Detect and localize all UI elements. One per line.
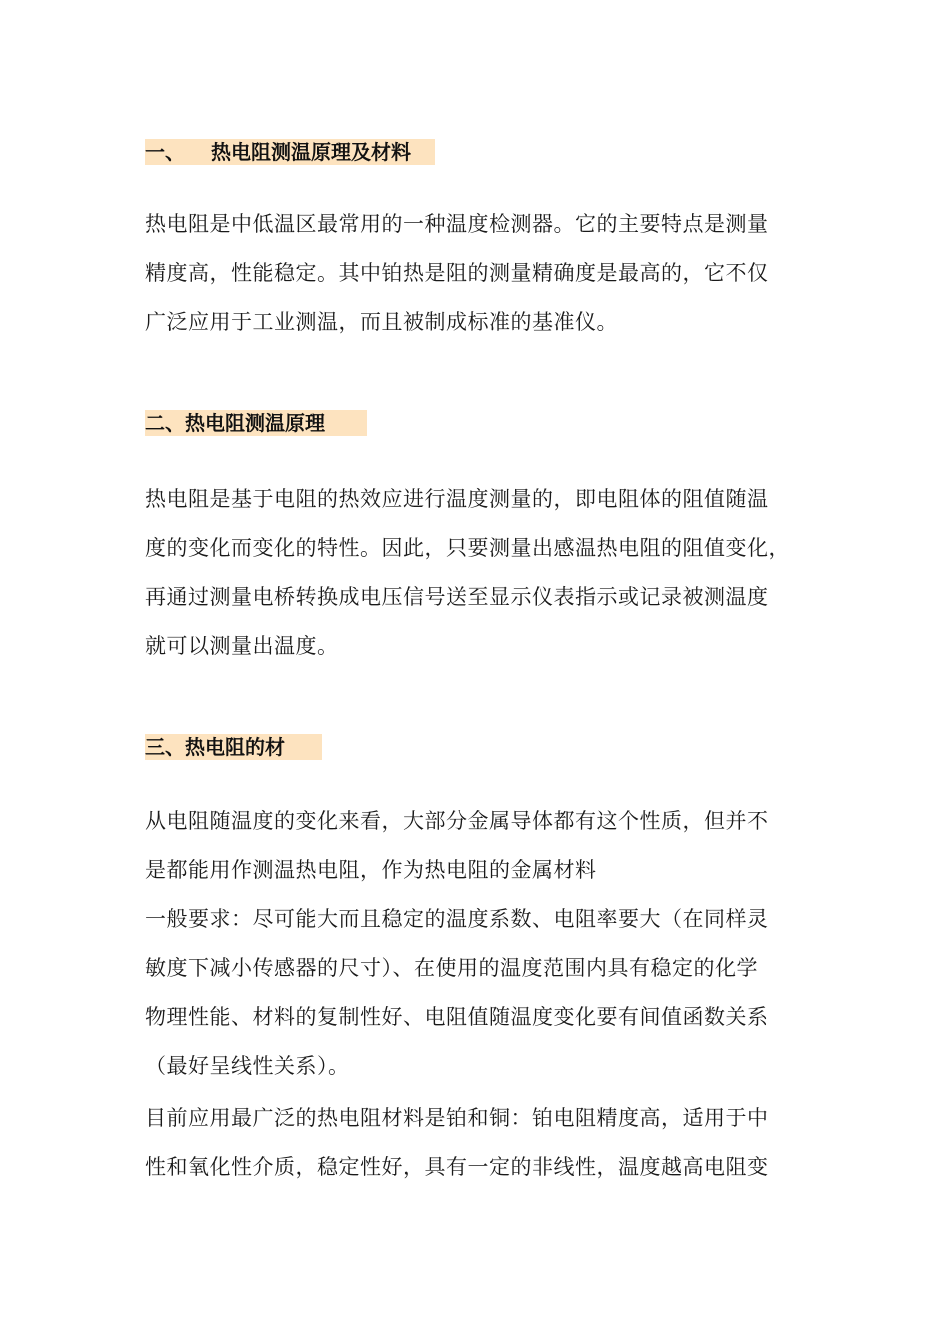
section-3-heading — [145, 734, 285, 760]
text-line: 广泛应用于工业测温，而且被制成标准的基准仪。 — [145, 310, 618, 334]
text-line: 敏度下减小传感器的尺寸）、在使用的温度范围内具有稳定的化学 — [145, 956, 758, 980]
text-line: 热电阻是中低温区最常用的一种温度检测器。它的主要特点是测量 — [145, 212, 769, 236]
section-2-title: 热电阻测温原理 — [185, 411, 325, 435]
text-line: 度的变化而变化的特性。因此，只要测量出感温热电阻的阻值变化， — [145, 536, 790, 560]
section-3-number: 三、 — [145, 735, 185, 759]
text-line: 热电阻是基于电阻的热效应进行温度测量的，即电阻体的阻值随温 — [145, 487, 769, 511]
section-1-heading — [145, 139, 411, 165]
text-line: 精度高，性能稳定。其中铂热是阻的测量精确度是最高的，它不仅 — [145, 261, 769, 285]
text-line: 再通过测量电桥转换成电压信号送至显示仪表指示或记录被测温度 — [145, 585, 769, 609]
section-1-title: 热电阻测温原理及材料 — [211, 140, 411, 164]
section-1-paragraph-1 — [145, 200, 805, 347]
section-3-paragraph-1 — [145, 797, 805, 895]
section-2-paragraph-1 — [145, 475, 805, 671]
text-line: 从电阻随温度的变化来看，大部分金属导体都有这个性质，但并不 — [145, 809, 769, 833]
text-line: 一般要求：尽可能大而且稳定的温度系数、电阻率要大（在同样灵 — [145, 907, 769, 931]
section-1-number: 一、 — [145, 140, 185, 164]
section-3-title: 热电阻的材 — [185, 735, 285, 759]
text-line: 就可以测量出温度。 — [145, 634, 339, 658]
text-line: 物理性能、材料的复制性好、电阻值随温度变化要有间值函数关系 — [145, 1005, 769, 1029]
text-line: 是都能用作测温热电阻，作为热电阻的金属材料 — [145, 858, 597, 882]
section-2-number: 二、 — [145, 411, 185, 435]
text-line: 目前应用最广泛的热电阻材料是铂和铜：铂电阻精度高，适用于中 — [145, 1106, 769, 1130]
text-line: （最好呈线性关系）。 — [145, 1054, 350, 1078]
section-3-paragraph-2 — [145, 895, 805, 1091]
text-line: 性和氧化性介质，稳定性好，具有一定的非线性，温度越高电阻变 — [145, 1155, 769, 1179]
section-2-heading — [145, 410, 325, 436]
section-3-paragraph-3 — [145, 1094, 805, 1192]
